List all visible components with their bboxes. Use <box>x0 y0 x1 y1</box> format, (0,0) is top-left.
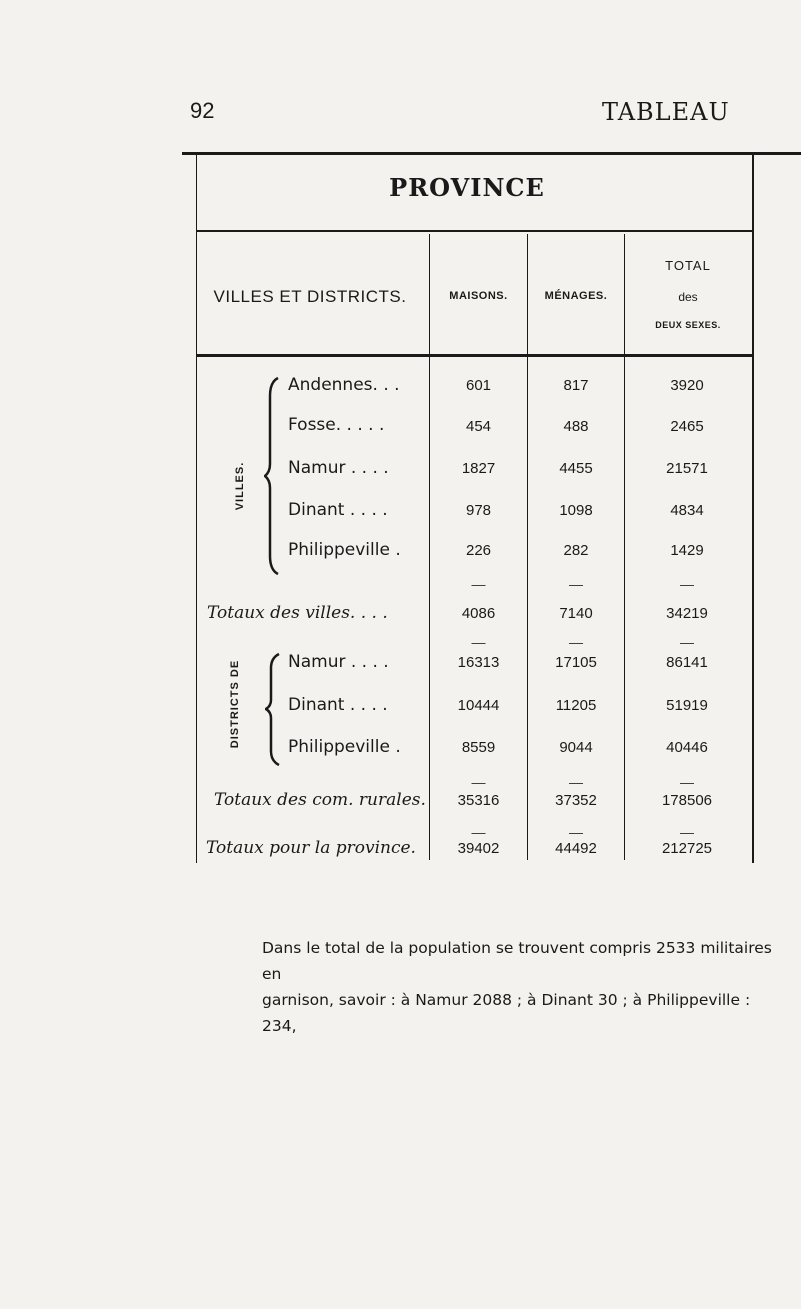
villes-row-maisons: 601 <box>465 377 492 394</box>
villes-row-name: Dinant . . . . <box>288 500 388 520</box>
villes-row-maisons: 454 <box>465 418 492 435</box>
villes-row-name: Namur . . . . <box>288 458 389 478</box>
villes-row-total: 21571 <box>666 460 708 477</box>
villes-row-total: 4834 <box>670 502 704 519</box>
totaux-rurales-label: Totaux des com. rurales. <box>214 790 426 810</box>
villes-row-total: 3920 <box>670 377 704 394</box>
district-row-menages: 17105 <box>555 654 597 671</box>
district-row-maisons: 8559 <box>461 739 496 756</box>
totaux-rurales-total: 178506 <box>661 792 713 809</box>
table-right-border <box>752 155 754 863</box>
dash-separator: — <box>680 774 694 790</box>
dash-separator: — <box>569 774 583 790</box>
district-row-name: Dinant . . . . <box>288 695 388 715</box>
brace-districts <box>265 652 285 767</box>
totaux-rurales-maisons: 35316 <box>457 792 500 809</box>
totaux-villes-total: 34219 <box>666 605 708 622</box>
dash-separator: — <box>471 774 486 790</box>
dash-separator: — <box>680 576 694 592</box>
header-menages: MÉNAGES. <box>544 290 608 302</box>
running-head: TABLEAU <box>602 98 730 126</box>
dash-separator: — <box>680 634 694 650</box>
district-row-total: 86141 <box>666 654 708 671</box>
province-title: PROVINCE <box>389 173 545 202</box>
dash-separator: — <box>680 824 694 840</box>
totaux-province-maisons: 39402 <box>457 840 500 857</box>
totaux-villes-label: Totaux des villes. . . . <box>207 603 388 623</box>
villes-row-menages: 282 <box>563 542 589 559</box>
villes-row-total: 2465 <box>670 418 704 435</box>
district-row-name: Namur . . . . <box>288 652 389 672</box>
dash-separator: — <box>569 824 583 840</box>
district-row-total: 40446 <box>666 739 708 756</box>
footnote-line-2: garnison, savoir : à Namur 2088 ; à Dinant 30 ; à Philippeville : 234, <box>262 991 751 1035</box>
totaux-villes-maisons: 4086 <box>461 605 496 622</box>
totaux-province-total: 212725 <box>661 840 713 857</box>
group-label-villes: VILLES. <box>234 461 246 511</box>
district-row-maisons: 16313 <box>457 654 500 671</box>
header-total-line1: TOTAL <box>665 258 711 273</box>
villes-row-menages: 488 <box>563 418 589 435</box>
footnote-line-1: Dans le total de la population se trouvent compris 2533 militaires en <box>262 939 772 983</box>
title-rule <box>196 230 752 232</box>
dash-separator: — <box>569 634 583 650</box>
villes-row-menages: 4455 <box>559 460 593 477</box>
district-row-menages: 11205 <box>555 697 597 714</box>
villes-row-menages: 1098 <box>559 502 593 519</box>
villes-row-maisons: 226 <box>465 542 492 559</box>
district-row-menages: 9044 <box>559 739 593 756</box>
district-row-name: Philippeville . <box>288 737 401 757</box>
dash-separator: — <box>569 576 583 592</box>
totaux-province-label: Totaux pour la province. <box>206 838 416 858</box>
page-number: 92 <box>190 98 215 123</box>
totaux-province-menages: 44492 <box>555 840 597 857</box>
dash-separator: — <box>471 824 486 840</box>
villes-row-menages: 817 <box>563 377 589 394</box>
header-villes: VILLES ET DISTRICTS. <box>213 287 407 306</box>
villes-row-name: Fosse. . . . . <box>288 415 385 435</box>
header-total-line2: des <box>678 290 698 304</box>
district-row-total: 51919 <box>666 697 708 714</box>
top-rule <box>182 152 801 155</box>
group-label-districts: DISTRICTS DE <box>229 659 241 749</box>
table-left-border <box>196 155 197 863</box>
villes-row-total: 1429 <box>670 542 704 559</box>
totaux-rurales-menages: 37352 <box>555 792 597 809</box>
brace-villes <box>264 376 284 576</box>
villes-row-name: Andennes. . . <box>288 375 400 395</box>
district-row-maisons: 10444 <box>457 697 500 714</box>
header-maisons: MAISONS. <box>449 290 508 302</box>
header-total-line3: DEUX SEXES. <box>655 320 721 330</box>
header-rule <box>196 354 752 357</box>
villes-row-name: Philippeville . <box>288 540 401 560</box>
totaux-villes-menages: 7140 <box>559 605 593 622</box>
dash-separator: — <box>471 634 486 650</box>
villes-row-maisons: 978 <box>465 502 492 519</box>
dash-separator: — <box>471 576 486 592</box>
villes-row-maisons: 1827 <box>461 460 496 477</box>
footnote <box>262 935 782 1039</box>
